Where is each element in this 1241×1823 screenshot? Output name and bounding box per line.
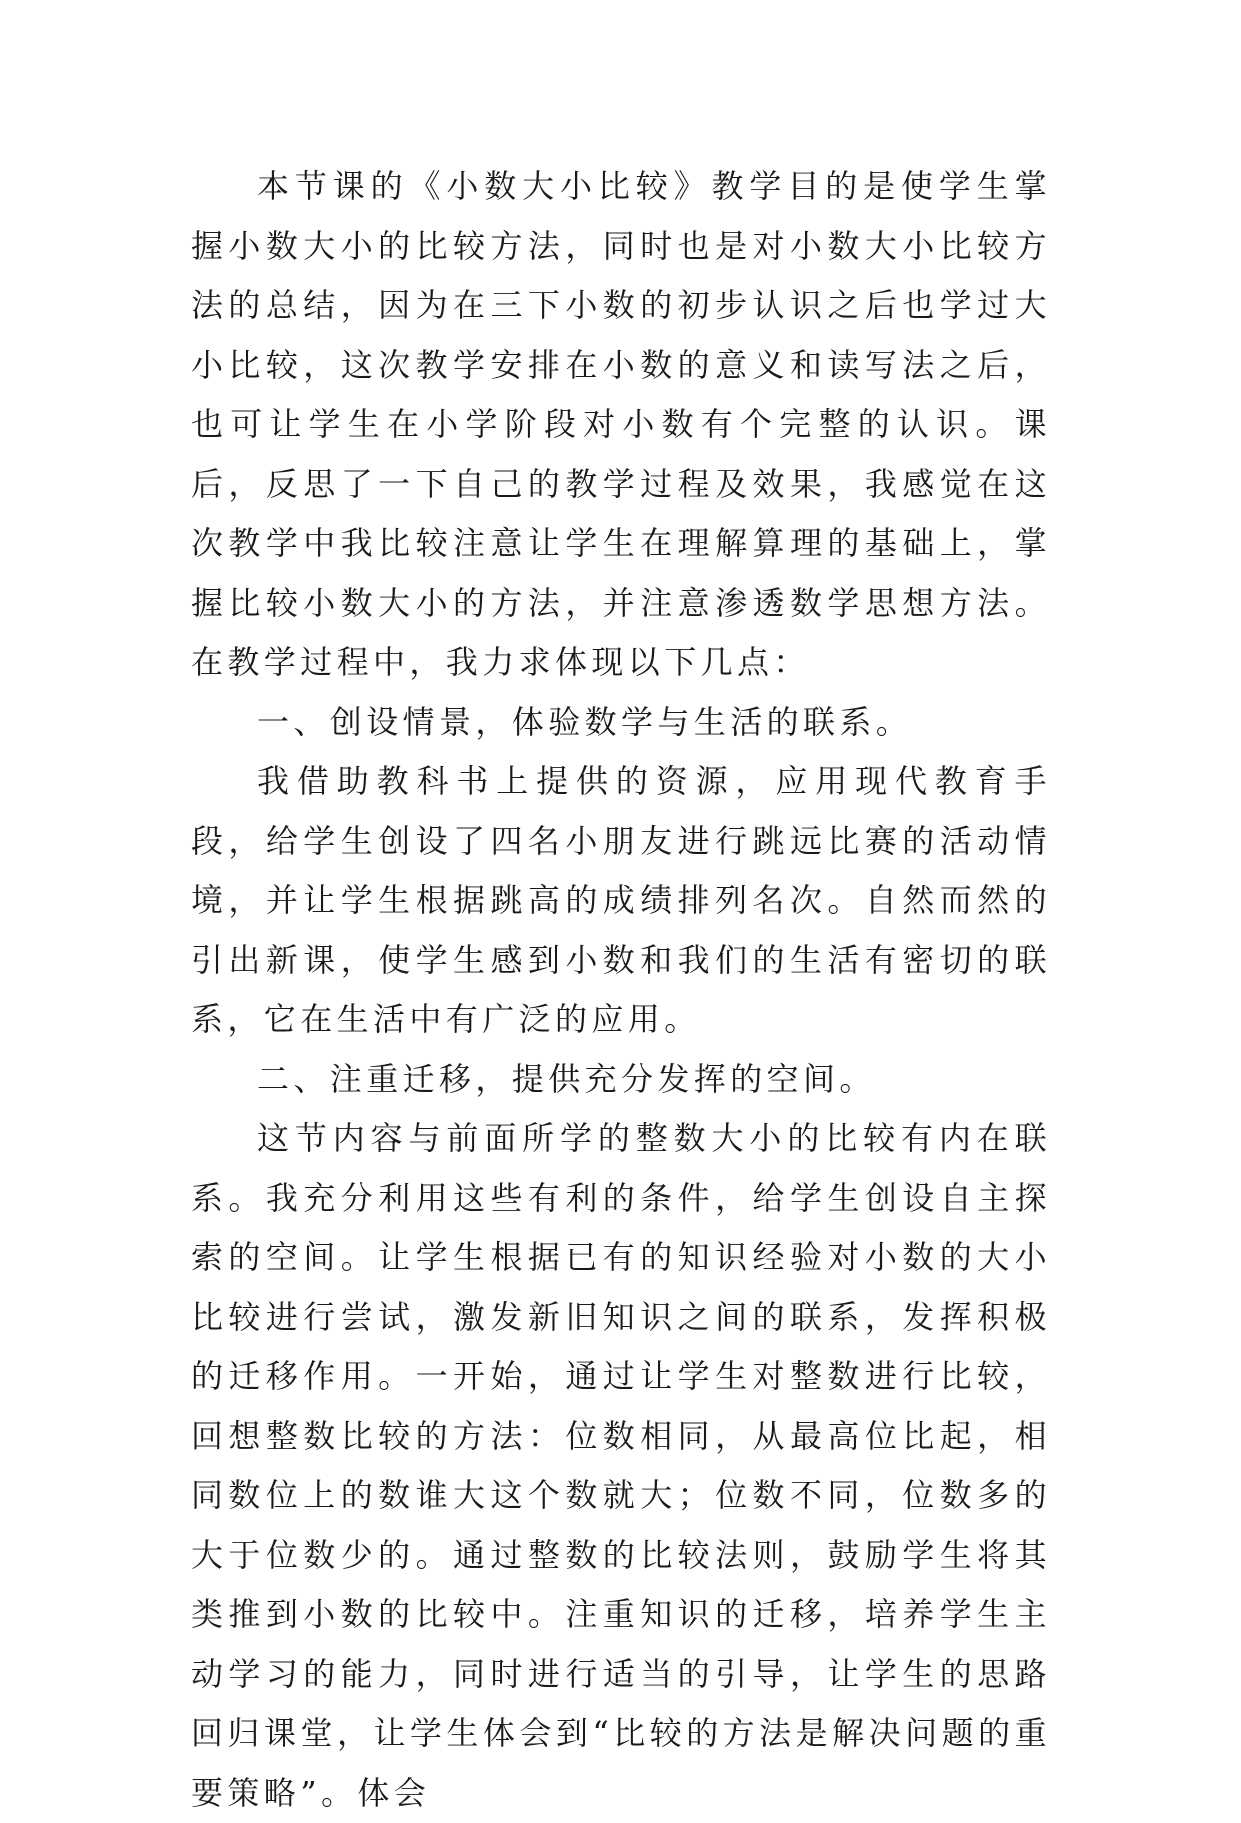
document-body — [191, 157, 1051, 1823]
heading-point-one: 一、创设情景，体验数学与生活的联系。 — [257, 702, 913, 741]
paragraph-point-one: 我借助教科书上提供的资源，应用现代教育手段，给学生创设了四名小朋友进行跳远比赛的活动情境，并让学生根据跳高的成绩排列名次。自然而然的引出新课，使学生感到小数和我们的生活有密切的联系，它在生活中有广泛的应用。 — [191, 762, 1051, 1038]
paragraph-intro: 本节课的《小数大小比较》教学目的是使学生掌握小数大小的比较方法，同时也是对小数大小比较方法的总结，因为在三下小数的初步认识之后也学过大小比较，这次教学安排在小数的意义和读写法之后，也可让学生在小学阶段对小数有个完整的认识。课后，反思了一下自己的教学过程及效果，我感觉在这次教学中我比较注意让学生在理解算理的基础上，掌握比较小数大小的方法，并注意渗透数学思想方法。在教学过程中，我力求体现以下几点： — [191, 167, 1051, 681]
paragraph-point-two: 这节内容与前面所学的整数大小的比较有内在联系。我充分利用这些有利的条件，给学生创设自主探索的空间。让学生根据已有的知识经验对小数的大小比较进行尝试，激发新旧知识之间的联系，发挥积极的迁移作用。一开始，通过让学生对整数进行比较，回想整数比较的方法：位数相同，从最高位比起，相同数位上的数谁大这个数就大；位数不同，位数多的大于位数少的。通过整数的比较法则，鼓励学生将其类推到小数的比较中。注重知识的迁移，培养学生主动学习的能力，同时进行适当的引导，让学生的思路回归课堂，让学生体会到“比较的方法是解决问题的重要策略”。体会 — [191, 1119, 1051, 1812]
heading-point-two: 二、注重迁移，提供充分发挥的空间。 — [257, 1059, 876, 1098]
